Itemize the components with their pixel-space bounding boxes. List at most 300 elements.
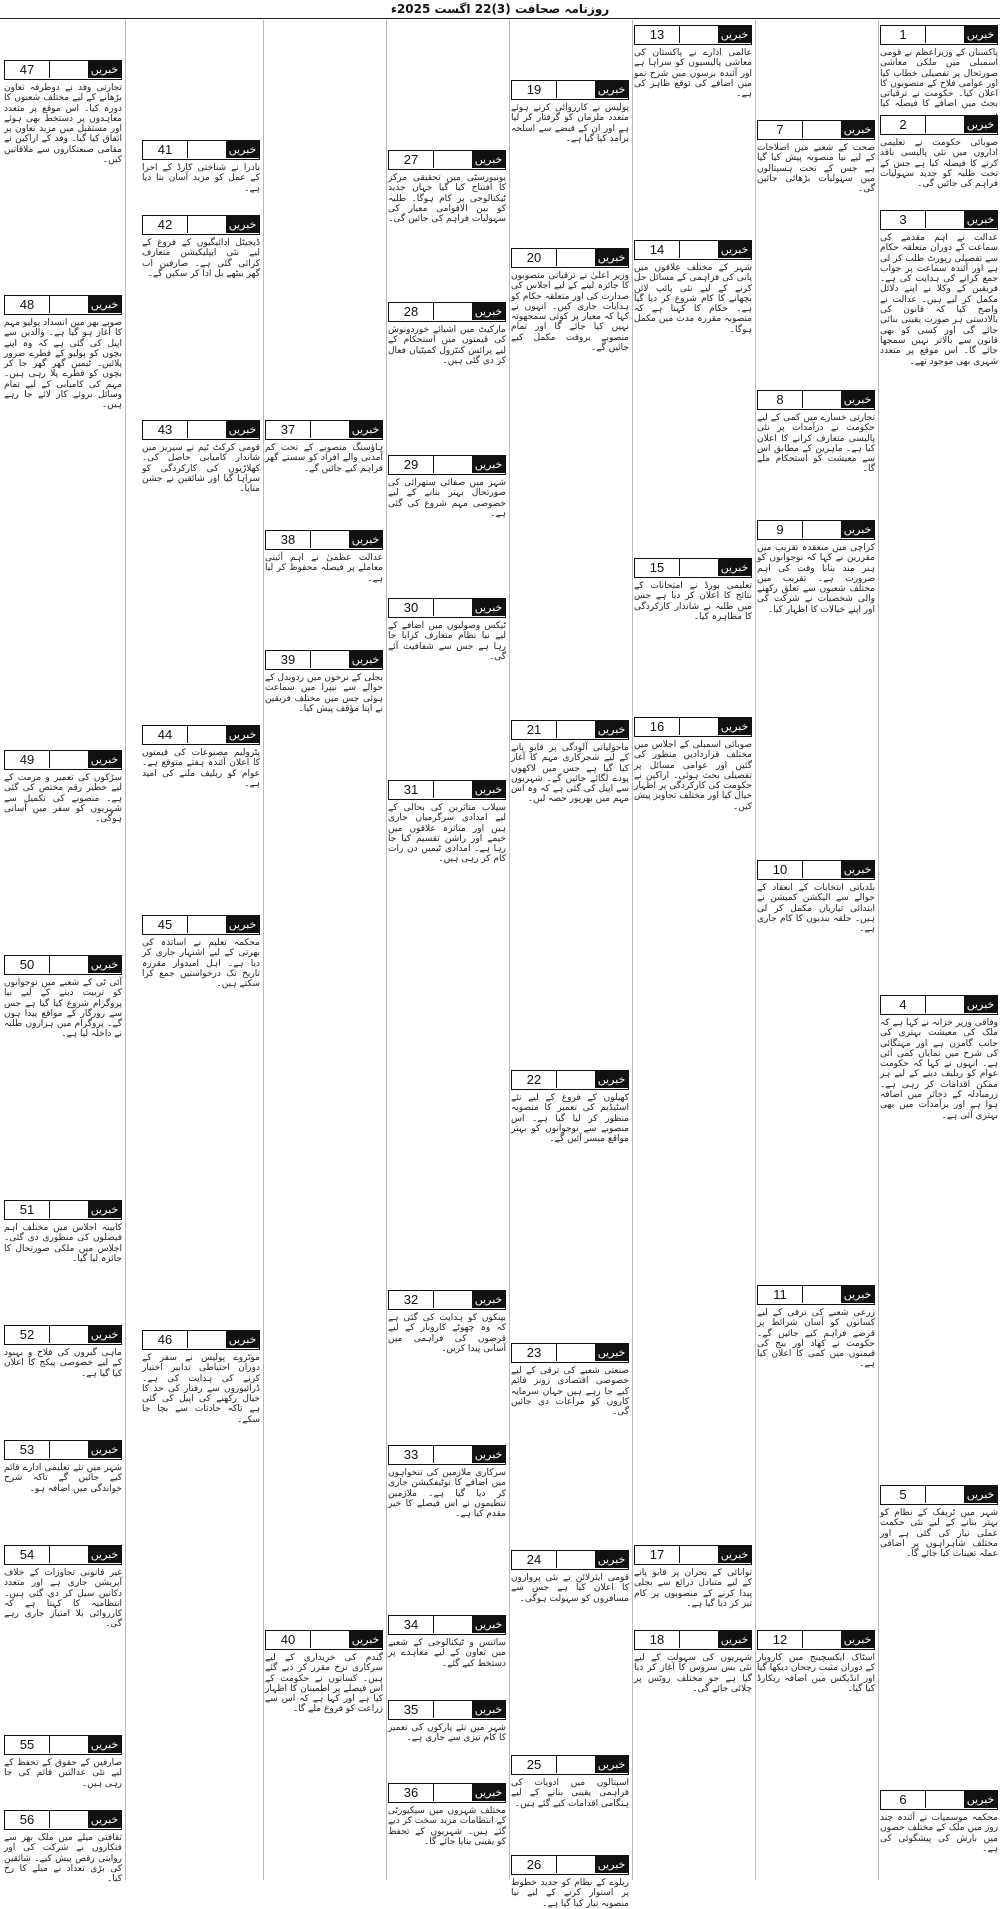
item-body-text: اسٹاک ایکسچینج میں کاروبار کے دوران مثبت رجحان دیکھا گیا اور انڈیکس میں اضافہ ریکارڈ کیا گیا۔ bbox=[757, 1653, 875, 1694]
item-blank-cell bbox=[187, 916, 226, 933]
item-body-text: تعلیمی بورڈ نے امتحانات کے نتائج کا اعلان کر دیا ہے جس میں طلبہ نے شاندار کارکردگی کا مظاہرہ کیا۔ bbox=[634, 581, 752, 622]
column-separator bbox=[125, 20, 126, 1880]
news-item bbox=[511, 1343, 629, 1546]
item-number-box bbox=[4, 1200, 122, 1220]
item-blank-cell bbox=[925, 996, 964, 1013]
item-tag: خبریں bbox=[964, 1486, 997, 1503]
item-number-box bbox=[880, 995, 998, 1015]
item-blank-cell bbox=[49, 1326, 88, 1343]
item-tag: خبریں bbox=[88, 296, 121, 313]
item-body-text: عدالت عظمیٰ نے اہم آئینی معاملے پر فیصلہ محفوظ کر لیا ہے۔ bbox=[265, 553, 383, 584]
item-tag: خبریں bbox=[472, 151, 505, 168]
item-tag: خبریں bbox=[718, 559, 751, 576]
item-blank-cell bbox=[802, 861, 841, 878]
item-blank-cell bbox=[556, 721, 595, 738]
item-number-box bbox=[388, 1445, 506, 1465]
item-number-box bbox=[511, 1755, 629, 1775]
news-item bbox=[634, 558, 752, 713]
news-item bbox=[4, 1325, 122, 1436]
item-blank-cell bbox=[802, 1286, 841, 1303]
news-item bbox=[388, 455, 506, 594]
column-separator bbox=[509, 20, 510, 1880]
item-number: 22 bbox=[526, 1072, 542, 1087]
item-number-box bbox=[880, 1790, 998, 1810]
news-item bbox=[265, 650, 383, 1626]
item-number-box bbox=[4, 1325, 122, 1345]
item-body-text: ہاؤسنگ منصوبے کے تحت کم آمدنی والے افراد کو سستے گھر فراہم کیے جائیں گے۔ bbox=[265, 443, 383, 474]
item-number-box bbox=[634, 1630, 752, 1650]
news-item bbox=[880, 1790, 998, 1874]
news-item bbox=[634, 1545, 752, 1626]
item-blank-cell bbox=[679, 241, 718, 258]
item-tag: خبریں bbox=[88, 1326, 121, 1343]
news-item bbox=[511, 1550, 629, 1751]
news-columns bbox=[0, 20, 1000, 1909]
item-number-box bbox=[634, 558, 752, 578]
item-body-text: شہر میں نئے پارکوں کی تعمیر کا کام تیزی سے جاری ہے۔ bbox=[388, 1723, 506, 1744]
item-body-text: مختلف شہروں میں سیکیورٹی کے انتظامات مزید سخت کر دیے گئے ہیں۔ شہریوں کے تحفظ کو یقینی بنایا جائے گا۔ bbox=[388, 1806, 506, 1847]
item-blank-cell bbox=[556, 1551, 595, 1568]
item-tag: خبریں bbox=[472, 599, 505, 616]
column-separator bbox=[755, 20, 756, 1880]
item-number-box bbox=[4, 1545, 122, 1565]
item-tag: خبریں bbox=[595, 1551, 628, 1568]
news-column-4 bbox=[509, 20, 631, 1909]
item-blank-cell bbox=[49, 1546, 88, 1563]
item-tag: خبریں bbox=[226, 1331, 259, 1348]
item-number-box bbox=[511, 80, 629, 100]
item-tag: خبریں bbox=[88, 1736, 121, 1753]
item-blank-cell bbox=[925, 116, 964, 133]
item-number: 42 bbox=[157, 217, 173, 232]
news-item bbox=[388, 780, 506, 1286]
item-number: 37 bbox=[280, 422, 296, 437]
news-item bbox=[388, 1700, 506, 1779]
item-number: 27 bbox=[403, 152, 419, 167]
column-separator bbox=[386, 20, 387, 1880]
news-item bbox=[880, 1485, 998, 1786]
column-separator bbox=[878, 20, 879, 1880]
item-number-box bbox=[142, 1330, 260, 1350]
item-tag: خبریں bbox=[964, 1791, 997, 1808]
item-number: 36 bbox=[403, 1785, 419, 1800]
item-number-box bbox=[388, 302, 506, 322]
item-number: 1 bbox=[899, 27, 907, 42]
item-number: 53 bbox=[19, 1442, 35, 1457]
item-blank-cell bbox=[49, 1441, 88, 1458]
item-number: 33 bbox=[403, 1447, 419, 1462]
news-item bbox=[634, 1630, 752, 1874]
news-item bbox=[265, 530, 383, 646]
item-blank-cell bbox=[556, 1071, 595, 1088]
item-number-box bbox=[511, 720, 629, 740]
item-number: 4 bbox=[899, 997, 907, 1012]
item-body-text: مارکیٹ میں اشیائے خوردونوش کی قیمتوں میں استحکام کے لیے پرائس کنٹرول کمیٹیاں فعال کر دی گئی ہیں۔ bbox=[388, 325, 506, 366]
item-tag: خبریں bbox=[964, 996, 997, 1013]
news-column-8 bbox=[2, 20, 124, 1885]
item-number: 23 bbox=[526, 1345, 542, 1360]
item-tag: خبریں bbox=[595, 1856, 628, 1873]
item-number: 51 bbox=[19, 1202, 35, 1217]
item-number: 21 bbox=[526, 722, 542, 737]
item-number: 28 bbox=[403, 304, 419, 319]
news-item bbox=[265, 1630, 383, 1874]
item-tag: خبریں bbox=[226, 726, 259, 743]
news-item bbox=[4, 60, 122, 291]
item-number: 44 bbox=[157, 727, 173, 742]
item-tag: خبریں bbox=[472, 1784, 505, 1801]
item-tag: خبریں bbox=[964, 26, 997, 43]
item-number: 18 bbox=[649, 1632, 665, 1647]
item-number: 3 bbox=[899, 212, 907, 227]
item-number: 35 bbox=[403, 1702, 419, 1717]
item-number-box bbox=[142, 915, 260, 935]
column-separator bbox=[632, 20, 633, 1880]
item-tag: خبریں bbox=[226, 916, 259, 933]
item-number-box bbox=[388, 455, 506, 475]
news-item bbox=[634, 25, 752, 236]
item-number: 43 bbox=[157, 422, 173, 437]
news-item bbox=[142, 915, 260, 1326]
item-number-box bbox=[388, 1615, 506, 1635]
news-item bbox=[634, 717, 752, 1541]
item-number: 49 bbox=[19, 752, 35, 767]
item-number-box bbox=[388, 1290, 506, 1310]
item-tag: خبریں bbox=[88, 956, 121, 973]
news-item bbox=[880, 25, 998, 111]
item-number: 38 bbox=[280, 532, 296, 547]
item-blank-cell bbox=[802, 391, 841, 408]
item-blank-cell bbox=[679, 1631, 718, 1648]
item-blank-cell bbox=[556, 249, 595, 266]
item-body-text: وفاقی وزیر خزانہ نے کہا ہے کہ ملک کی معیشت بہتری کی جانب گامزن ہے اور مہنگائی کی شرح میں نمایاں کمی آئی ہے۔ انہوں نے کہا کہ حکومت عوام کو ریلیف دینے کے لیے ہر ممکن اقدامات کر رہی ہے۔ زرمبادلہ کے ذخائر میں اضافہ ہوا ہے اور برآمدات میں بھی بہتری آئی ہے۔ bbox=[880, 1018, 998, 1121]
item-tag: خبریں bbox=[472, 1446, 505, 1463]
item-blank-cell bbox=[310, 1631, 349, 1648]
item-blank-cell bbox=[925, 1486, 964, 1503]
item-body-text: گندم کی خریداری کے لیے سرکاری نرخ مقرر کر دیے گئے ہیں۔ کسانوں نے حکومت کے اس فیصلے پر اطمینان کا اظہار کیا ہے اور کہا ہے کہ اس سے زراعت کو فروغ ملے گا۔ bbox=[265, 1653, 383, 1715]
item-blank-cell bbox=[49, 751, 88, 768]
item-blank-cell bbox=[556, 1344, 595, 1361]
item-blank-cell bbox=[49, 956, 88, 973]
item-tag: خبریں bbox=[718, 1546, 751, 1563]
item-number-box bbox=[388, 598, 506, 618]
item-blank-cell bbox=[187, 726, 226, 743]
item-number: 50 bbox=[19, 957, 35, 972]
masthead: روزنامہ صحافت (3)22 اگست 2025ء bbox=[0, 0, 1000, 19]
news-item bbox=[388, 1783, 506, 1874]
item-body-text: بینکوں کو ہدایت کی گئی ہے کہ وہ چھوٹے کاروبار کے لیے قرضوں کی فراہمی میں آسانی پیدا کریں۔ bbox=[388, 1313, 506, 1354]
item-number: 41 bbox=[157, 142, 173, 157]
item-body-text: صوبائی اسمبلی کے اجلاس میں مختلف قراردادیں منظور کی گئیں اور عوامی مسائل پر تفصیلی بحث ہوئی۔ اراکین نے حکومت کی کارکردگی پر اظہار خیال کیا اور مختلف تجاویز پیش کیں۔ bbox=[633, 740, 752, 812]
item-blank-cell bbox=[802, 1631, 841, 1648]
item-tag: خبریں bbox=[718, 1631, 751, 1648]
item-number-box bbox=[142, 420, 260, 440]
item-blank-cell bbox=[556, 81, 595, 98]
item-body-text: قومی ایئرلائن نے نئی پروازوں کا اعلان کیا ہے جس سے مسافروں کو سہولت ہوگی۔ bbox=[511, 1573, 629, 1604]
item-tag: خبریں bbox=[595, 81, 628, 98]
item-number-box bbox=[142, 215, 260, 235]
item-body-text: قومی کرکٹ ٹیم نے سیریز میں شاندار کامیابی حاصل کی۔ کھلاڑیوں کی کارکردگی کو سراہا گیا اور شائقین نے جشن منایا۔ bbox=[142, 443, 260, 495]
item-body-text: پاکستان کے وزیراعظم نے قومی اسمبلی میں ملکی معاشی صورتحال پر تفصیلی خطاب کیا اور عوامی فلاح کے منصوبوں کا اعلان کیا۔ حکومت نے ترقیاتی بجٹ میں اضافے کا فیصلہ کیا bbox=[880, 48, 998, 110]
item-number: 32 bbox=[403, 1292, 419, 1307]
item-body-text: شہر کے مختلف علاقوں میں پانی کی فراہمی کے مسائل حل کرنے کے لیے نئی پائپ لائن بچھانے کا کام شروع کر دیا گیا ہے۔ حکام کا کہنا ہے کہ منصوبہ مقررہ مدت میں مکمل ہوگا۔ bbox=[634, 263, 752, 335]
item-body-text: ریلوے کے نظام کو جدید خطوط پر استوار کرنے کے لیے نیا منصوبہ تیار کیا گیا ہے۔ bbox=[511, 1878, 629, 1909]
item-tag: خبریں bbox=[595, 721, 628, 738]
item-tag: خبریں bbox=[718, 718, 751, 735]
item-number-box bbox=[388, 780, 506, 800]
item-number: 29 bbox=[403, 457, 419, 472]
item-body-text: صارفین کے حقوق کے تحفظ کے لیے نئی عدالتیں قائم کی جا رہی ہیں۔ bbox=[4, 1758, 122, 1789]
item-tag: خبریں bbox=[841, 391, 874, 408]
item-number-box bbox=[511, 1550, 629, 1570]
item-number: 20 bbox=[526, 250, 542, 265]
item-body-text: کابینہ اجلاس میں مختلف اہم فیصلوں کی منظوری دی گئی۔ اجلاس میں ملکی صورتحال کا جائزہ لیا گیا۔ bbox=[4, 1223, 122, 1264]
item-number: 26 bbox=[526, 1857, 542, 1872]
item-body-text: آئی ٹی کے شعبے میں نوجوانوں کو تربیت دینے کے لیے نیا پروگرام شروع کیا گیا ہے جس سے روزگار کے مواقع پیدا ہوں گے۔ پروگرام میں ہزاروں طلبہ نے داخلہ لیا ہے۔ bbox=[4, 978, 122, 1040]
item-number: 30 bbox=[403, 600, 419, 615]
item-tag: خبریں bbox=[841, 521, 874, 538]
item-blank-cell bbox=[925, 211, 964, 228]
item-number: 39 bbox=[280, 652, 296, 667]
item-blank-cell bbox=[433, 303, 472, 320]
item-number-box bbox=[388, 150, 506, 170]
news-item bbox=[388, 598, 506, 776]
news-item bbox=[511, 1755, 629, 1851]
item-body-text: بجلی کے نرخوں میں ردوبدل کے حوالے سے نیپرا میں سماعت ہوئی جس میں مختلف فریقین نے اپنا مؤقف پیش کیا۔ bbox=[265, 673, 383, 714]
item-number-box bbox=[4, 1735, 122, 1755]
item-number: 13 bbox=[649, 27, 665, 42]
item-number-box bbox=[4, 1440, 122, 1460]
item-blank-cell bbox=[925, 1791, 964, 1808]
column-separator bbox=[263, 20, 264, 1880]
item-number: 52 bbox=[19, 1327, 35, 1342]
item-tag: خبریں bbox=[595, 1756, 628, 1773]
item-number: 11 bbox=[773, 1287, 787, 1302]
item-tag: خبریں bbox=[718, 26, 751, 43]
item-number: 48 bbox=[19, 297, 35, 312]
item-tag: خبریں bbox=[964, 116, 997, 133]
item-number: 19 bbox=[526, 82, 542, 97]
item-number-box bbox=[4, 955, 122, 975]
item-tag: خبریں bbox=[595, 249, 628, 266]
item-number: 46 bbox=[157, 1332, 173, 1347]
item-tag: خبریں bbox=[841, 861, 874, 878]
item-body-text: زرعی شعبے کی ترقی کے لیے کسانوں کو آسان شرائط پر قرضے فراہم کیے جائیں گے۔ حکومت نے کھاد اور بیج کی قیمتوں میں کمی کا اعلان کیا ہے۔ bbox=[757, 1308, 875, 1370]
item-number-box bbox=[634, 1545, 752, 1565]
item-number-box bbox=[142, 725, 260, 745]
item-tag: خبریں bbox=[349, 421, 382, 438]
news-item bbox=[757, 520, 875, 856]
item-body-text: سائنس و ٹیکنالوجی کے شعبے میں تعاون کے لیے معاہدے پر دستخط کیے گئے۔ bbox=[388, 1638, 506, 1669]
item-body-text: صوبائی حکومت نے تعلیمی اداروں میں نئی پالیسی نافذ کرنے کا فیصلہ کیا ہے جس کے تحت طلبہ کو جدید سہولیات فراہم کی جائیں گی۔ bbox=[880, 138, 998, 190]
item-blank-cell bbox=[49, 296, 88, 313]
item-number-box bbox=[880, 115, 998, 135]
item-body-text: تجارتی خسارے میں کمی کے لیے حکومت نے درآمدات پر نئی پالیسی متعارف کرانے کا اعلان کیا ہے۔ ماہرین کے مطابق اس سے معیشت کو استحکام ملے گا۔ bbox=[757, 413, 875, 475]
item-number-box bbox=[142, 140, 260, 160]
item-number: 17 bbox=[649, 1547, 665, 1562]
item-body-text: شہریوں کی سہولت کے لیے نئی بس سروس کا آغاز کر دیا گیا ہے جو مختلف روٹس پر چلائی جائے گی۔ bbox=[634, 1653, 752, 1694]
item-tag: خبریں bbox=[349, 1631, 382, 1648]
item-number-box bbox=[265, 650, 383, 670]
news-item bbox=[388, 1290, 506, 1441]
news-item bbox=[142, 725, 260, 911]
item-blank-cell bbox=[433, 1446, 472, 1463]
item-blank-cell bbox=[433, 1784, 472, 1801]
item-tag: خبریں bbox=[349, 651, 382, 668]
news-item bbox=[4, 1545, 122, 1731]
item-tag: خبریں bbox=[841, 1631, 874, 1648]
item-tag: خبریں bbox=[88, 1811, 121, 1828]
item-tag: خبریں bbox=[88, 1201, 121, 1218]
item-number: 15 bbox=[649, 560, 665, 575]
item-tag: خبریں bbox=[841, 1286, 874, 1303]
item-number-box bbox=[4, 750, 122, 770]
item-number-box bbox=[511, 1855, 629, 1875]
news-column-1 bbox=[878, 20, 1000, 1880]
item-tag: خبریں bbox=[595, 1344, 628, 1361]
item-tag: خبریں bbox=[964, 211, 997, 228]
item-body-text: صحت کے شعبے میں اصلاحات کے لیے نیا منصوبہ پیش کیا گیا ہے جس کے تحت ہسپتالوں میں سہولیات بڑھائی جائیں گی۔ bbox=[757, 143, 875, 195]
item-body-text: پٹرولیم مصنوعات کی قیمتوں کا اعلان آئندہ ہفتے متوقع ہے۔ عوام کو ریلیف ملنے کی امید ہے۔ bbox=[142, 748, 260, 789]
news-item bbox=[4, 1810, 122, 1885]
item-number: 54 bbox=[19, 1547, 35, 1562]
item-tag: خبریں bbox=[349, 531, 382, 548]
item-number: 10 bbox=[772, 862, 788, 877]
item-body-text: سرکاری ملازمین کی تنخواہوں میں اضافے کا نوٹیفکیشن جاری کر دیا گیا ہے۔ ملازمین تنظیموں نے اس فیصلے کا خیر مقدم کیا ہے۔ bbox=[388, 1468, 506, 1520]
item-blank-cell bbox=[925, 26, 964, 43]
item-body-text: توانائی کے بحران پر قابو پانے کے لیے متبادل ذرائع سے بجلی پیدا کرنے کے منصوبوں پر کام تیز کر دیا گیا ہے۔ bbox=[634, 1568, 752, 1609]
item-number: 24 bbox=[526, 1552, 542, 1567]
item-blank-cell bbox=[433, 781, 472, 798]
news-item bbox=[757, 120, 875, 386]
item-blank-cell bbox=[49, 61, 88, 78]
item-body-text: سڑکوں کی تعمیر و مرمت کے لیے خطیر رقم مختص کی گئی ہے۔ منصوبے کی تکمیل سے شہریوں کو سفر میں آسانی ہوگی۔ bbox=[4, 773, 122, 825]
item-number-box bbox=[388, 1700, 506, 1720]
item-number: 9 bbox=[776, 522, 784, 537]
item-body-text: شہر میں صفائی ستھرائی کی صورتحال بہتر بنانے کے لیے خصوصی مہم شروع کی گئی ہے۔ bbox=[388, 478, 506, 519]
item-number-box bbox=[4, 295, 122, 315]
item-body-text: موٹروے پولیس نے سفر کے دوران احتیاطی تدابیر اختیار کرنے کی ہدایت کی ہے۔ ڈرائیوروں سے رفتار کی حد کا خیال رکھنے کی اپیل کی گئی ہے تاکہ حادثات سے بچا جا سکے۔ bbox=[142, 1353, 260, 1425]
item-number: 25 bbox=[526, 1757, 542, 1772]
item-body-text: یونیورسٹی میں تحقیقی مرکز کا افتتاح کیا گیا جہاں جدید ٹیکنالوجی پر کام ہوگا۔ طلبہ کو بین الاقوامی معیار کی سہولیات فراہم کی جائیں گی۔ bbox=[388, 173, 506, 225]
item-body-text: نادرا نے شناختی کارڈ کے اجرا کے عمل کو مزید آسان بنا دیا ہے۔ bbox=[142, 163, 260, 194]
news-item bbox=[4, 750, 122, 951]
news-column-3 bbox=[632, 20, 754, 1880]
item-number-box bbox=[757, 390, 875, 410]
news-column-5 bbox=[386, 20, 508, 1880]
item-body-text: ماحولیاتی آلودگی پر قابو پانے کے لیے شجرکاری مہم کا آغاز کیا گیا ہے جس میں لاکھوں پودے لگائے جائیں گے۔ شہریوں سے اپیل کی گئی ہے کہ وہ اس مہم میں بھرپور حصہ لیں۔ bbox=[511, 743, 629, 805]
item-tag: خبریں bbox=[472, 1616, 505, 1633]
item-blank-cell bbox=[433, 456, 472, 473]
item-number-box bbox=[757, 860, 875, 880]
news-item bbox=[757, 390, 875, 516]
item-body-text: بلدیاتی انتخابات کے انعقاد کے حوالے سے الیکشن کمیشن نے ابتدائی تیاریاں مکمل کر لی ہیں۔ حلقہ بندیوں کا کام جاری ہے۔ bbox=[757, 883, 875, 935]
item-blank-cell bbox=[433, 599, 472, 616]
item-body-text: ماہی گیروں کی فلاح و بہبود کے لیے خصوصی پیکج کا اعلان کیا گیا ہے۔ bbox=[4, 1348, 122, 1379]
item-tag: خبریں bbox=[472, 1291, 505, 1308]
item-body-text: صنعتی شعبے کی ترقی کے لیے خصوصی اقتصادی زونز قائم کیے جا رہے ہیں جہاں سرمایہ کاروں کو مراعات دی جائیں گی۔ bbox=[511, 1366, 629, 1418]
item-number-box bbox=[634, 25, 752, 45]
item-number: 5 bbox=[899, 1487, 907, 1502]
item-body-text: محکمہ موسمیات نے آئندہ چند روز میں ملک کے مختلف حصوں میں بارش کی پیشگوئی کی ہے۔ bbox=[880, 1813, 998, 1854]
item-number-box bbox=[511, 248, 629, 268]
item-number: 7 bbox=[776, 122, 784, 137]
item-blank-cell bbox=[310, 531, 349, 548]
news-item bbox=[880, 115, 998, 206]
item-number-box bbox=[4, 60, 122, 80]
item-body-text: غیر قانونی تجاوزات کے خلاف آپریشن جاری ہے اور متعدد دکانیں سیل کر دی گئی ہیں۔ انتظامیہ کا کہنا ہے کہ کارروائی بلا امتیاز جاری رہے گی۔ bbox=[4, 1568, 122, 1630]
item-body-text: ڈیجیٹل ادائیگیوں کے فروغ کے لیے نئی ایپلیکیشن متعارف کرائی گئی ہے۔ صارفین اب گھر بیٹھے بل ادا کر سکیں گے۔ bbox=[142, 238, 260, 279]
news-item bbox=[142, 215, 260, 416]
item-blank-cell bbox=[433, 151, 472, 168]
news-item bbox=[757, 860, 875, 1281]
item-number-box bbox=[757, 120, 875, 140]
item-tag: خبریں bbox=[226, 141, 259, 158]
item-blank-cell bbox=[802, 521, 841, 538]
item-blank-cell bbox=[556, 1756, 595, 1773]
item-blank-cell bbox=[310, 651, 349, 668]
item-number: 16 bbox=[649, 719, 665, 734]
item-body-text: اسپتالوں میں ادویات کی فراہمی یقینی بنانے کے لیے ہنگامی اقدامات کیے گئے ہیں۔ bbox=[511, 1778, 629, 1809]
item-blank-cell bbox=[802, 121, 841, 138]
item-number: 55 bbox=[19, 1737, 35, 1752]
news-item bbox=[880, 995, 998, 1481]
item-number: 31 bbox=[403, 782, 419, 797]
item-number: 6 bbox=[899, 1792, 907, 1807]
item-number-box bbox=[265, 420, 383, 440]
item-number-box bbox=[880, 210, 998, 230]
item-body-text: وزیر اعلیٰ نے ترقیاتی منصوبوں کا جائزہ لینے کے لیے اجلاس کی صدارت کی اور متعلقہ حکام کو ہدایات جاری کیں۔ انہوں نے کہا کہ معیار پر کوئی سمجھوتہ نہیں کیا جائے گا اور تمام منصوبے بروقت مکمل کیے جائیں گے۔ bbox=[511, 271, 629, 354]
item-body-text: صوبے بھر میں انسداد پولیو مہم کا آغاز ہو گیا ہے۔ والدین سے اپیل کی گئی ہے کہ وہ اپنے بچوں کو پولیو کے قطرے ضرور پلائیں۔ ٹیمیں گھر گھر جا کر بچوں کو قطرے پلا رہی ہیں۔ مہم کی کامیابی کے لیے تمام وسائل بروئے کار لائے جا رہے ہیں۔ bbox=[4, 318, 122, 411]
item-tag: خبریں bbox=[88, 751, 121, 768]
news-item bbox=[4, 295, 122, 746]
item-body-text: شہر میں نئے تعلیمی ادارے قائم کیے جائیں گے تاکہ شرح خواندگی میں اضافہ ہو۔ bbox=[4, 1463, 122, 1494]
item-blank-cell bbox=[49, 1811, 88, 1828]
item-blank-cell bbox=[556, 1856, 595, 1873]
item-blank-cell bbox=[679, 718, 718, 735]
item-tag: خبریں bbox=[472, 1701, 505, 1718]
news-item bbox=[388, 302, 506, 451]
item-tag: خبریں bbox=[595, 1071, 628, 1088]
item-number-box bbox=[265, 1630, 383, 1650]
item-tag: خبریں bbox=[88, 61, 121, 78]
item-blank-cell bbox=[679, 559, 718, 576]
item-body-text: سیلاب متاثرین کی بحالی کے لیے امدادی سرگرمیاں جاری ہیں اور متاثرہ علاقوں میں خیمے اور راشن تقسیم کیا جا رہا ہے۔ امدادی ٹیمیں دن رات کام کر رہی ہیں۔ bbox=[388, 803, 506, 865]
news-item bbox=[511, 720, 629, 1066]
news-item bbox=[4, 1440, 122, 1541]
item-number: 45 bbox=[157, 917, 173, 932]
item-body-text: عالمی ادارے نے پاکستان کی معاشی پالیسیوں کو سراہا ہے اور آئندہ برسوں میں شرح نمو میں اضافے کی توقع ظاہر کی ہے۔ bbox=[634, 48, 752, 100]
item-number-box bbox=[634, 717, 752, 737]
item-body-text: شہر میں ٹریفک کے نظام کو بہتر بنانے کے لیے نئی حکمت عملی تیار کی گئی ہے اور مختلف شاہراہوں پر اضافی عملہ تعینات کیا جائے گا۔ bbox=[880, 1508, 998, 1560]
news-item bbox=[388, 1445, 506, 1611]
item-number: 47 bbox=[19, 62, 35, 77]
item-blank-cell bbox=[187, 141, 226, 158]
news-item bbox=[757, 1630, 875, 1874]
item-number-box bbox=[880, 25, 998, 45]
item-body-text: کھیلوں کے فروغ کے لیے نئے اسٹیڈیم کی تعمیر کا منصوبہ منظور کر لیا گیا ہے۔ اس منصوبے سے نوجوانوں کو بہتر مواقع میسر آئیں گے۔ bbox=[511, 1093, 629, 1145]
news-item bbox=[142, 1330, 260, 1874]
item-number: 14 bbox=[649, 242, 665, 257]
item-body-text: پولیس نے کارروائی کرتے ہوئے متعدد ملزمان کو گرفتار کر لیا ہے اور ان کے قبضے سے اسلحہ برآمد کیا گیا ہے۔ bbox=[511, 103, 629, 144]
item-body-text: محکمہ تعلیم نے اساتذہ کی بھرتی کے لیے اشتہار جاری کر دیا ہے۔ اہل امیدوار مقررہ تاریخ تک درخواستیں جمع کرا سکتے ہیں۔ bbox=[142, 938, 260, 990]
news-item bbox=[511, 1070, 629, 1339]
item-blank-cell bbox=[679, 26, 718, 43]
news-item bbox=[4, 1735, 122, 1806]
news-item bbox=[757, 1285, 875, 1626]
item-body-text: تجارتی وفد نے دوطرفہ تعاون بڑھانے کے لیے مختلف شعبوں کا دورہ کیا۔ اس موقع پر متعدد معاہدوں پر دستخط بھی ہوئے اور مستقبل میں مزید تعاون پر اتفاق کیا گیا۔ وفد کے اراکین نے مقامی صنعتکاروں سے ملاقاتیں کیں۔ bbox=[4, 83, 122, 166]
item-body-text: کراچی میں منعقدہ تقریب میں مقررین نے کہا کہ نوجوانوں کو ہنر مند بنانا وقت کی اہم ضرورت ہے۔ تقریب میں مختلف شعبوں سے تعلق رکھنے والی شخصیات نے شرکت کی اور اپنے خیالات کا اظہار کیا۔ bbox=[757, 543, 875, 615]
